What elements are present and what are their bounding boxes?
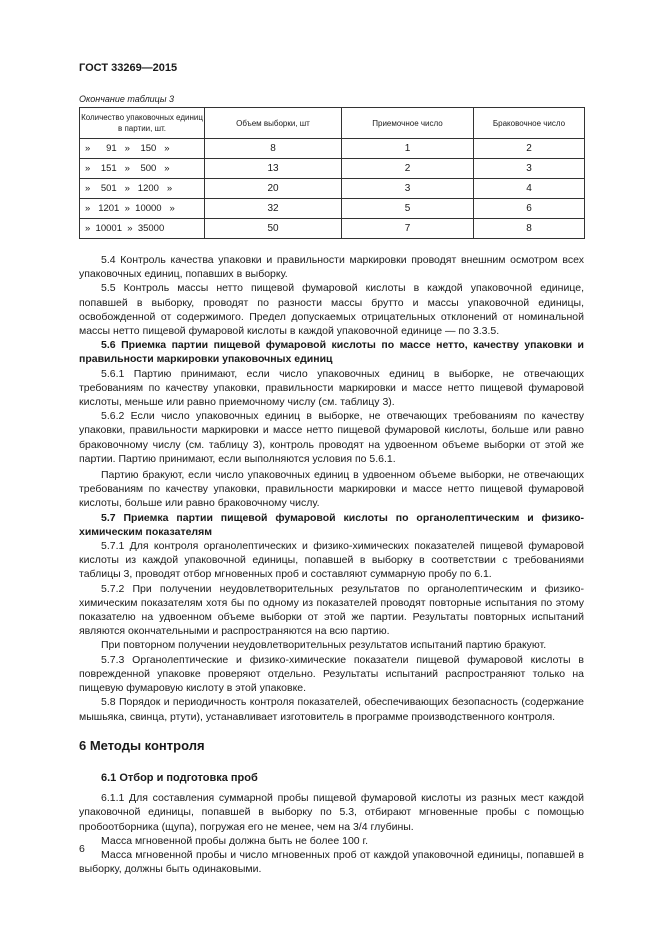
document-body bbox=[79, 253, 584, 876]
paragraph-5-4: 5.4 Контроль качества упаковки и правильности маркировки проводят внешним осмотром всех упаковочных единиц, попавших в выборку. bbox=[79, 254, 584, 281]
sample-size: 20 bbox=[205, 179, 342, 199]
rejection-number: 3 bbox=[474, 159, 585, 179]
table-row bbox=[80, 159, 585, 179]
paragraph-5-7-2: 5.7.2 При получении неудовлетворительных результатов по органолептическим и физико-химическим показателям хотя бы по одному из показателей проводят повторные испытания по этому показателю на удвоенном объеме выборки от этой же партии. Результаты повторных испытаний являются окончательными и распространяются на всю партию. bbox=[79, 582, 584, 638]
acceptance-number: 3 bbox=[342, 179, 474, 199]
lot-size-range: » 501 » 1200 » bbox=[80, 179, 205, 199]
table-row bbox=[80, 199, 585, 219]
column-header: Количество упаковочных единиц в партии, шт. bbox=[80, 108, 205, 139]
paragraph-6-1-1-count: Масса мгновенной пробы и число мгновенных проб от каждой упаковочной единицы, попавшей в выборку, должны быть одинаковыми. bbox=[79, 848, 584, 876]
rejection-number: 4 bbox=[474, 179, 585, 199]
paragraph-5-8: 5.8 Порядок и периодичность контроля показателей, обеспечивающих безопасность (содержание мышьяка, свинца, ртути), устанавливает изготовитель в программе производственного контроля. bbox=[79, 696, 584, 723]
clause-heading-5-7: 5.7 Приемка партии пищевой фумаровой кислоты по органолептическим и физико-химическим показателям bbox=[79, 511, 584, 538]
acceptance-number: 2 bbox=[342, 159, 474, 179]
sample-size: 50 bbox=[205, 219, 342, 239]
table-caption: Окончание таблицы 3 bbox=[79, 94, 174, 104]
sample-size: 32 bbox=[205, 199, 342, 219]
sample-size: 13 bbox=[205, 159, 342, 179]
paragraph-5-6-1: 5.6.1 Партию принимают, если число упаковочных единиц в выборке, не отвечающих требованиям по качеству упаковки, правильности маркировки и массе нетто пищевой фумаровой кислоты, меньше или равно приемочному числу (см. таблицу 3). bbox=[79, 367, 584, 409]
column-header: Объем выборки, шт bbox=[205, 108, 342, 139]
table-row bbox=[80, 219, 585, 239]
lot-size-range: » 1201 » 10000 » bbox=[80, 199, 205, 219]
paragraph-5-7-1: 5.7.1 Для контроля органолептических и физико-химических показателей пищевой фумаровой кислоты из каждой упаковочной единицы, попавшей в выборку в соответствии с требованиями таблицы 3, проводят отбор мгновенных проб и составляют суммарную пробу по 6.1. bbox=[79, 540, 584, 581]
paragraph-5-7-2-repeat: При повторном получении неудовлетворительных результатов испытаний партию бракуют. bbox=[101, 639, 547, 652]
rejection-number: 2 bbox=[474, 139, 585, 159]
rejection-number: 6 bbox=[474, 199, 585, 219]
lot-size-range: » 91 » 150 » bbox=[80, 139, 205, 159]
paragraph-6-1-1-mass: Масса мгновенной пробы должна быть не более 100 г. bbox=[101, 834, 369, 847]
acceptance-number: 5 bbox=[342, 199, 474, 219]
paragraph-5-5: 5.5 Контроль массы нетто пищевой фумаровой кислоты в каждой упаковочной единице, попавшей в выборку, проводят по разности массы брутто и массы упаковочной единицы, освобожденной от содержимого. Предел допускаемых отрицательных отклонений от номинальной массы нетто пищевой фумаровой кислоты в каждой упаковочной единице — по 3.3.5. bbox=[79, 282, 584, 338]
acceptance-number: 1 bbox=[342, 139, 474, 159]
subsection-heading-6-1: 6.1 Отбор и подготовка проб bbox=[101, 771, 258, 784]
sample-size: 8 bbox=[205, 139, 342, 159]
sampling-table bbox=[79, 107, 585, 239]
paragraph-5-6-2-reject: Партию бракуют, если число упаковочных единиц в удвоенном объеме выборки, не отвечающих требованиям по качеству упаковки, правильности маркировки и массе нетто пищевой фумаровой кислоты, больше или равно браковочному числу. bbox=[79, 469, 584, 510]
page-number: 6 bbox=[79, 843, 85, 855]
rejection-number: 8 bbox=[474, 219, 585, 239]
clause-heading-5-6: 5.6 Приемка партии пищевой фумаровой кислоты по массе нетто, качеству упаковки и правильности маркировки упаковочных единиц bbox=[79, 339, 584, 366]
paragraph-5-6-2: 5.6.2 Если число упаковочных единиц в выборке, не отвечающих требованиям по качеству упаковки, правильности маркировки и массе нетто пищевой фумаровой кислоты, больше или равно браковочному числу (см. таблицу 3), контроль проводят на удвоенном объеме выборки от этой же партии. Партию принимают, если выполняются условия по 5.6.1. bbox=[79, 410, 584, 465]
section-heading-6: 6 Методы контроля bbox=[79, 737, 205, 753]
table-header-row bbox=[80, 108, 585, 139]
table-row bbox=[80, 139, 585, 159]
column-header: Приемочное число bbox=[342, 108, 474, 139]
lot-size-range: » 10001 » 35000 bbox=[80, 219, 205, 239]
lot-size-range: » 151 » 500 » bbox=[80, 159, 205, 179]
document-header: ГОСТ 33269—2015 bbox=[79, 62, 178, 74]
paragraph-6-1-1: 6.1.1 Для составления суммарной пробы пищевой фумаровой кислоты из разных мест каждой упаковочной единицы, попавшей в выборку по 5.3, отбирают мгновенные пробы с помощью пробоотборника (щупа), погружая его не менее, чем на 3/4 глубины. bbox=[79, 792, 584, 833]
paragraph-5-7-3: 5.7.3 Органолептические и физико-химические показатели пищевой фумаровой кислоты в поврежденной упаковке проверяют отдельно. Результаты испытаний распространяют только на пищевую фумаровую кислоту в этой упаковке. bbox=[79, 653, 584, 695]
column-header: Браковочное число bbox=[474, 108, 585, 139]
table-row bbox=[80, 179, 585, 199]
acceptance-number: 7 bbox=[342, 219, 474, 239]
